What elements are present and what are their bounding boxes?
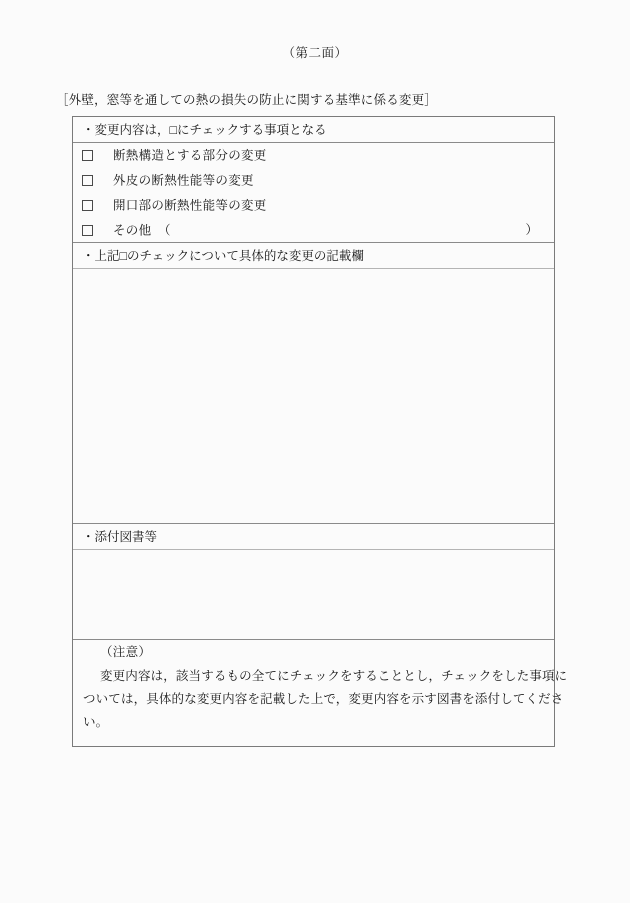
attachment-section-heading: ・添付図書等 (73, 524, 554, 550)
checkbox-empty-icon[interactable] (82, 200, 93, 211)
attachment-section-input-area[interactable] (73, 550, 554, 640)
checkbox-label: 外皮の断熱性能等の変更 (113, 173, 254, 188)
notes-line: 変更内容は，該当するもの全てにチェックをすることとし，チェックをした事項に (100, 669, 568, 683)
detail-section-input-area[interactable] (73, 269, 554, 524)
notes-line: ついては，具体的な変更内容を記載した上で，変更内容を示す図書を添付してくださ (83, 692, 564, 706)
page-header: （第二面） (282, 46, 348, 60)
other-closing-paren: ） (525, 223, 538, 237)
checkbox-label: 開口部の断熱性能等の変更 (113, 198, 267, 213)
checkbox-empty-icon[interactable] (82, 175, 93, 186)
checkbox-label: 断熱構造とする部分の変更 (113, 148, 267, 163)
checkbox-empty-icon[interactable] (82, 225, 93, 236)
notes-line: い。 (83, 715, 109, 729)
checkbox-label: その他 （ (113, 223, 171, 238)
detail-section-heading: ・上記□のチェックについて具体的な変更の記載欄 (73, 243, 554, 269)
checkbox-empty-icon[interactable] (82, 150, 93, 161)
checkbox-row-opening-performance[interactable] (73, 193, 554, 218)
change-notification-table (72, 116, 568, 747)
notes-body (73, 665, 568, 746)
checkbox-row-other[interactable] (73, 218, 554, 243)
notes-section (73, 640, 568, 746)
checkbox-row-envelope-performance[interactable] (73, 168, 554, 193)
notes-heading: （注意） (100, 645, 152, 659)
checkbox-row-insulation-structure[interactable] (73, 143, 554, 168)
section-title: ［外壁，窓等を通しての熱の損失の防止に関する基準に係る変更］ (56, 93, 438, 107)
instruction-row: ・変更内容は，□にチェックする事項となる (73, 117, 554, 143)
